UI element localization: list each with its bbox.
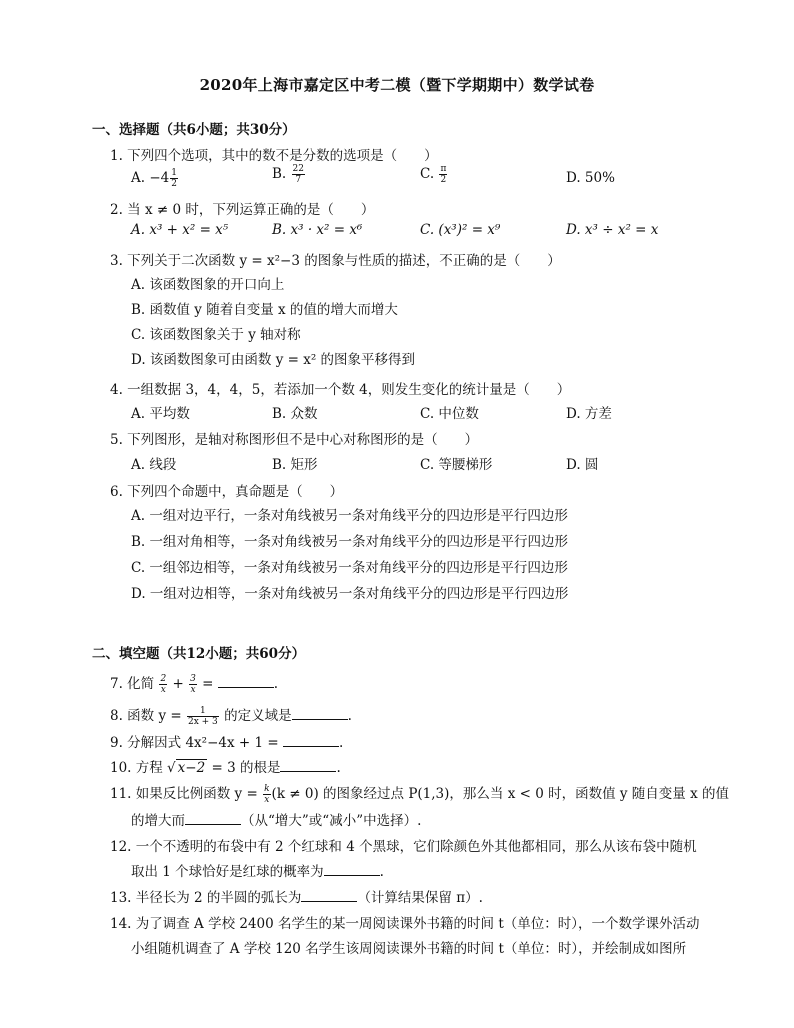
section-fill-heading: 二、填空题（共12小题；共60分） [92, 646, 306, 662]
fraction-denominator: x [264, 795, 270, 805]
option-a-label: A. −4 [131, 170, 170, 186]
question-11-line-1 [110, 782, 729, 805]
question-8-suffix: 的定义域是 [219, 708, 292, 724]
question-4-option-c: C. 中位数 [420, 406, 479, 422]
answer-blank [324, 863, 380, 876]
option-a-numerator: 1 [171, 168, 177, 178]
fraction-2-denominator: x [190, 685, 196, 695]
question-10-suffix: = 3 的根是 [207, 760, 281, 776]
option-c-numerator: π [440, 164, 447, 174]
answer-blank [283, 734, 339, 747]
option-c-fraction [439, 164, 447, 185]
question-14-line-2: 小组随机调查了 A 学校 120 名学生该周阅读课外书籍的时间 t（单位：时），并绘制成如图所 [131, 941, 687, 957]
question-11-line-2-suffix: （从“增大”或“减小”中选择）. [241, 813, 422, 829]
question-7-fraction-2 [189, 674, 197, 695]
period: . [273, 676, 279, 692]
question-13-suffix: （计算结果保留 π）. [357, 890, 483, 906]
question-2-stem: 2. 当 x ≠ 0 时，下列运算正确的是（ ） [110, 202, 375, 218]
answer-blank [185, 812, 241, 825]
fraction-numerator: k [264, 784, 270, 794]
question-6-option-b: B. 一组对角相等，一条对角线被另一条对角线平分的四边形是平行四边形 [131, 534, 569, 550]
equals-sign: = [197, 676, 218, 692]
answer-blank [301, 889, 357, 902]
question-1-option-a [131, 168, 179, 189]
question-4-option-d: D. 方差 [566, 406, 612, 422]
period: . [338, 735, 344, 751]
fraction-1-numerator: 2 [160, 674, 167, 684]
question-11-fraction [263, 784, 270, 805]
period: . [347, 708, 352, 724]
question-8 [110, 704, 352, 727]
question-9 [110, 731, 343, 751]
plus-sign: + [168, 676, 189, 692]
answer-blank [292, 707, 348, 720]
question-3-option-c: C. 该函数图象关于 y 轴对称 [131, 327, 301, 343]
question-5-option-d: D. 圆 [566, 457, 599, 473]
question-3-stem: 3. 下列关于二次函数 y = x²−3 的图象与性质的描述，不正确的是（ ） [110, 253, 561, 269]
question-5-option-a: A. 线段 [131, 457, 177, 473]
question-12-line-2 [131, 860, 384, 880]
section-choice-heading: 一、选择题（共6小题；共30分） [92, 122, 296, 138]
question-6-stem: 6. 下列四个命题中，真命题是（ ） [110, 484, 344, 500]
question-1-option-b [272, 164, 306, 185]
exam-title: 2020年上海市嘉定区中考二模（暨下学期期中）数学试卷 [199, 76, 595, 94]
option-b-numerator: 22 [292, 164, 304, 174]
question-3-option-d: D. 该函数图象可由函数 y = x² 的图象平移得到 [131, 352, 416, 368]
question-3-option-b: B. 函数值 y 随着自变量 x 的值的增大而增大 [131, 302, 398, 318]
option-a-fraction [170, 168, 178, 189]
question-3-option-a: A. 该函数图象的开口向上 [131, 277, 285, 293]
question-9-text: 9. 分解因式 4x²−4x + 1 = [110, 735, 283, 751]
question-6-option-d: D. 一组对边相等，一条对角线被另一条对角线平分的四边形是平行四边形 [131, 586, 569, 602]
period: . [379, 864, 384, 880]
question-14-line-1: 14. 为了调查 A 学校 2400 名学生的某一周阅读课外书籍的时间 t（单位：时），一个数学课外活动 [110, 916, 700, 932]
question-2-option-b: B. x³ · x² = x⁶ [272, 222, 363, 238]
question-2-option-c: C. (x³)² = x⁹ [420, 222, 501, 238]
answer-blank [218, 675, 274, 688]
question-11-line-2-prefix: 的增大而 [131, 813, 185, 829]
question-8-fraction [187, 706, 219, 727]
question-1-option-c [420, 164, 448, 185]
fraction-numerator: 1 [187, 706, 219, 717]
option-b-fraction [292, 164, 305, 185]
question-1-stem: 1. 下列四个选项，其中的数不是分数的选项是（ ） [110, 148, 438, 164]
question-5-option-c: C. 等腰梯形 [420, 457, 493, 473]
question-5-stem: 5. 下列图形，是轴对称图形但不是中心对称图形的是（ ） [110, 432, 479, 448]
question-11-prefix: 11. 如果反比例函数 y = [110, 786, 263, 802]
fraction-1-denominator: x [160, 685, 166, 695]
question-10 [110, 756, 341, 776]
fraction-2-numerator: 3 [190, 674, 196, 684]
option-c-denominator: 2 [440, 175, 447, 185]
question-4-option-b: B. 众数 [272, 406, 318, 422]
question-5-option-b: B. 矩形 [272, 457, 318, 473]
radicand: x−2 [177, 760, 206, 776]
question-4-stem: 4. 一组数据 3，4，4，5，若添加一个数 4，则发生变化的统计量是（ ） [110, 382, 571, 398]
question-6-option-c: C. 一组邻边相等，一条对角线被另一条对角线平分的四边形是平行四边形 [131, 560, 568, 576]
option-b-label: B. [272, 166, 291, 182]
question-7 [110, 672, 278, 695]
question-11-line-2 [131, 809, 421, 829]
question-8-prefix: 8. 函数 y = [110, 708, 186, 724]
question-6-option-a: A. 一组对边平行，一条对角线被另一条对角线平分的四边形是平行四边形 [131, 508, 568, 524]
question-11-line-1-suffix: (k ≠ 0) 的图象经过点 P(1,3)，那么当 x < 0 时，函数值 y 随自变量 x 的值 [271, 786, 729, 802]
question-7-prefix: 7. 化简 [110, 676, 159, 692]
option-c-label: C. [420, 166, 439, 182]
period: . [336, 760, 341, 776]
option-b-denominator: 7 [295, 175, 302, 185]
question-13 [110, 886, 483, 906]
question-12-line-2-text: 取出 1 个球恰好是红球的概率为 [131, 864, 324, 880]
question-10-prefix: 10. 方程 √ [110, 760, 176, 776]
question-4-option-a: A. 平均数 [131, 406, 190, 422]
question-2-option-a: A. x³ + x² = x⁵ [131, 222, 229, 238]
question-13-prefix: 13. 半径长为 2 的半圆的弧长为 [110, 890, 302, 906]
option-a-denominator: 2 [171, 179, 177, 189]
question-2-option-d: D. x³ ÷ x² = x [566, 222, 659, 238]
fraction-denominator: 2x + 3 [187, 717, 218, 727]
question-7-fraction-1 [159, 674, 167, 695]
answer-blank [280, 759, 336, 772]
question-1-option-d: D. 50% [566, 170, 615, 186]
question-12-line-1: 12. 一个不透明的布袋中有 2 个红球和 4 个黑球，它们除颜色外其他都相同，那么从该布袋中随机 [110, 839, 697, 855]
